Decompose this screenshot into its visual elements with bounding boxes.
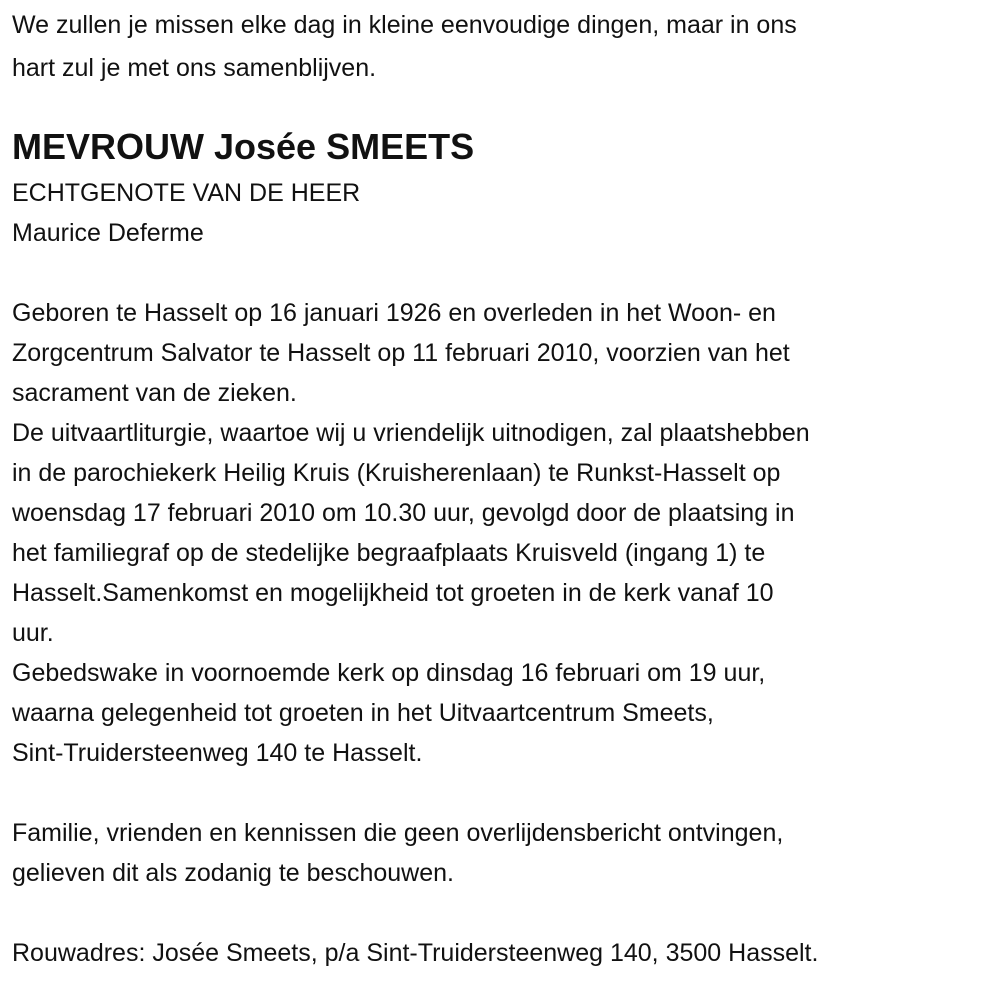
body-line: De uitvaartliturgie, waartoe wij u vriendelijk uitnodigen, zal plaatshebben (12, 419, 810, 447)
body-line: het familiegraf op de stedelijke begraafplaats Kruisveld (ingang 1) te (12, 539, 766, 567)
body-line: Hasselt.Samenkomst en mogelijkheid tot groeten in de kerk vanaf 10 (12, 579, 774, 607)
body-line: sacrament van de zieken. (12, 379, 297, 407)
motto-line: We zullen je missen elke dag in kleine eenvoudige dingen, maar in ons (12, 11, 797, 39)
motto-line: hart zul je met ons samenblijven. (12, 54, 377, 82)
body-line: Gebedswake in voornoemde kerk op dinsdag 16 februari om 19 uur, (12, 659, 766, 687)
body-line: in de parochiekerk Heilig Kruis (Kruisherenlaan) te Runkst-Hasselt op (12, 459, 781, 487)
mourning-address: Rouwadres: Josée Smeets, p/a Sint-Truidersteenweg 140, 3500 Hasselt. (12, 939, 819, 967)
body-line: Geboren te Hasselt op 16 januari 1926 en overleden in het Woon- en (12, 299, 776, 327)
body-line: waarna gelegenheid tot groeten in het Uitvaartcentrum Smeets, (12, 699, 714, 727)
deceased-name: MEVROUW Josée SMEETS (12, 126, 475, 167)
notice-line: gelieven dit als zodanig te beschouwen. (12, 859, 454, 887)
body-line: uur. (12, 619, 54, 647)
spouse-label: ECHTGENOTE VAN DE HEER (12, 179, 361, 207)
spouse-name: Maurice Deferme (12, 219, 204, 247)
body-line: Zorgcentrum Salvator te Hasselt op 11 februari 2010, voorzien van het (12, 339, 790, 367)
notice-line: Familie, vrienden en kennissen die geen overlijdensbericht ontvingen, (12, 819, 784, 847)
body-line: Sint-Truidersteenweg 140 te Hasselt. (12, 739, 423, 767)
body-line: woensdag 17 februari 2010 om 10.30 uur, gevolgd door de plaatsing in (12, 499, 795, 527)
